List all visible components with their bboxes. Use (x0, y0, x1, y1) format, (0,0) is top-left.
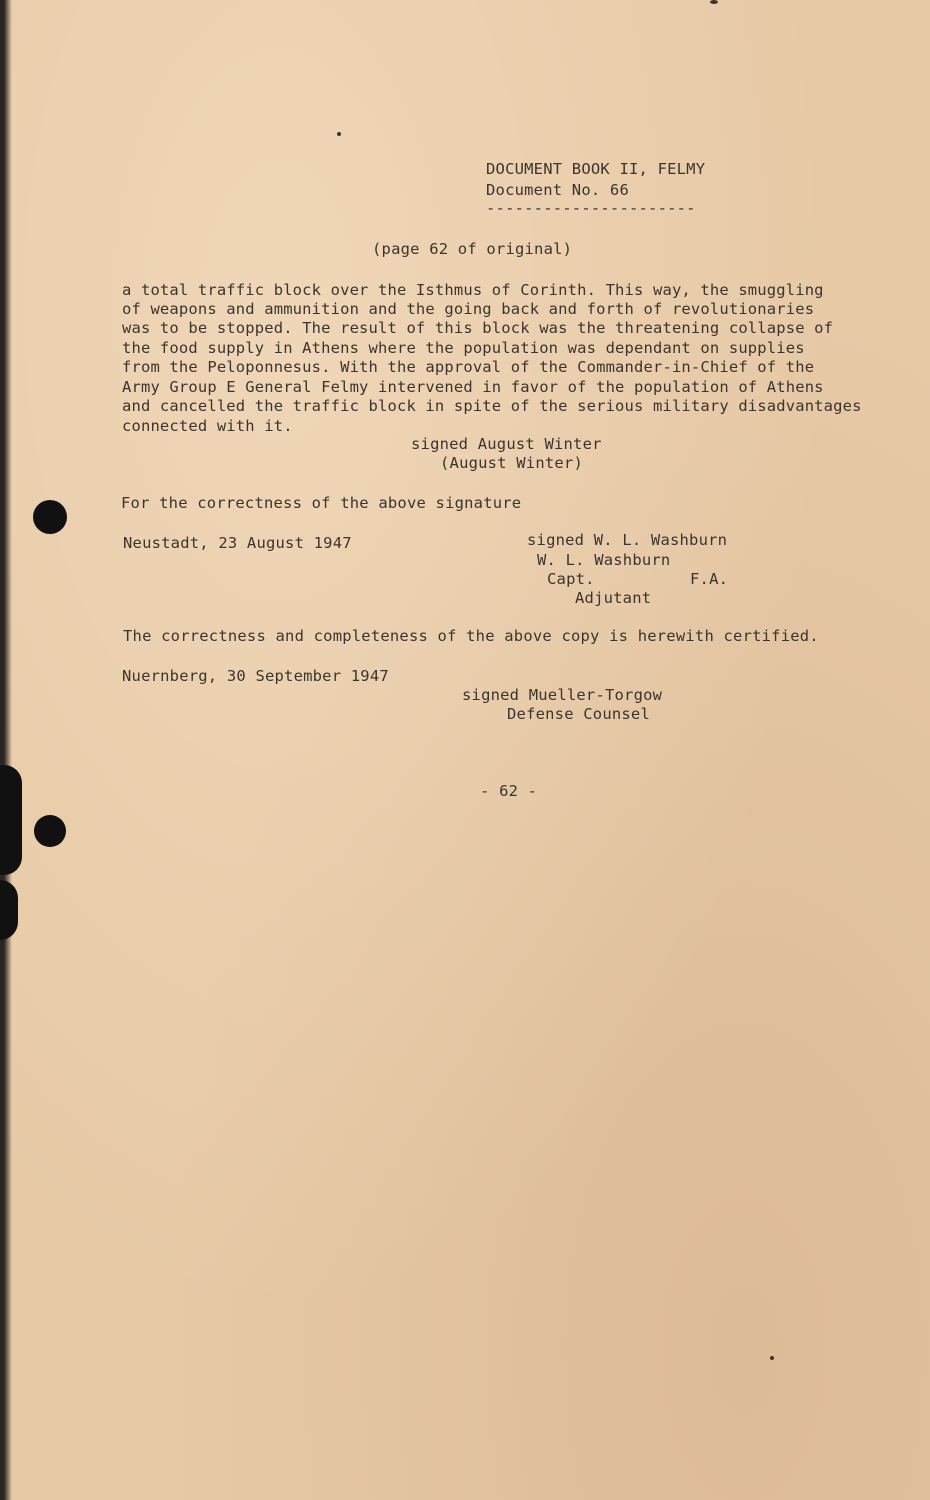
certification-statement: The correctness and completeness of the above copy is herewith certified. (123, 627, 819, 645)
winter-name: (August Winter) (440, 454, 583, 472)
neustadt-place-date: Neustadt, 23 August 1947 (123, 534, 352, 552)
punch-hole-bottom (34, 815, 66, 847)
document-book-title: DOCUMENT BOOK II, FELMY (486, 160, 706, 178)
body-line: Army Group E General Felmy intervened in favor of the population of Athens (122, 378, 824, 396)
defense-counsel-title: Defense Counsel (507, 705, 650, 723)
body-line: and cancelled the traffic block in spite of the serious military disadvantages (122, 397, 862, 415)
body-line: connected with it. (122, 417, 293, 435)
signed-mueller-torgow: signed Mueller-Torgow (462, 686, 663, 704)
correctness-note: For the correctness of the above signature (121, 494, 522, 512)
page-left-edge (0, 0, 12, 1500)
page-number: - 62 - (480, 782, 538, 800)
washburn-title: Adjutant (575, 589, 652, 607)
signed-washburn: signed W. L. Washburn (527, 531, 728, 549)
page-reference: (page 62 of original) (372, 240, 573, 258)
header-rule: ---------------------- (486, 199, 696, 217)
body-line: the food supply in Athens where the population was dependant on supplies (122, 339, 805, 357)
washburn-rank: Capt. (547, 570, 595, 588)
ink-speck (710, 0, 718, 4)
washburn-name: W. L. Washburn (537, 551, 671, 569)
washburn-unit: F.A. (690, 570, 729, 588)
body-line: from the Peloponnesus. With the approval of the Commander-in-Chief of the (122, 358, 815, 376)
document-number: Document No. 66 (486, 181, 629, 199)
punch-hole-top (33, 500, 67, 534)
signed-winter: signed August Winter (411, 435, 602, 453)
binding-notch-upper (0, 765, 22, 875)
binding-notch-lower (0, 880, 18, 940)
nuernberg-place-date: Nuernberg, 30 September 1947 (122, 667, 389, 685)
ink-speck (770, 1356, 774, 1360)
body-line: a total traffic block over the Isthmus of Corinth. This way, the smuggling (122, 281, 824, 299)
body-line: of weapons and ammunition and the going back and forth of revolutionaries (122, 300, 815, 318)
ink-speck (337, 132, 341, 136)
body-line: was to be stopped. The result of this block was the threatening collapse of (122, 319, 834, 337)
